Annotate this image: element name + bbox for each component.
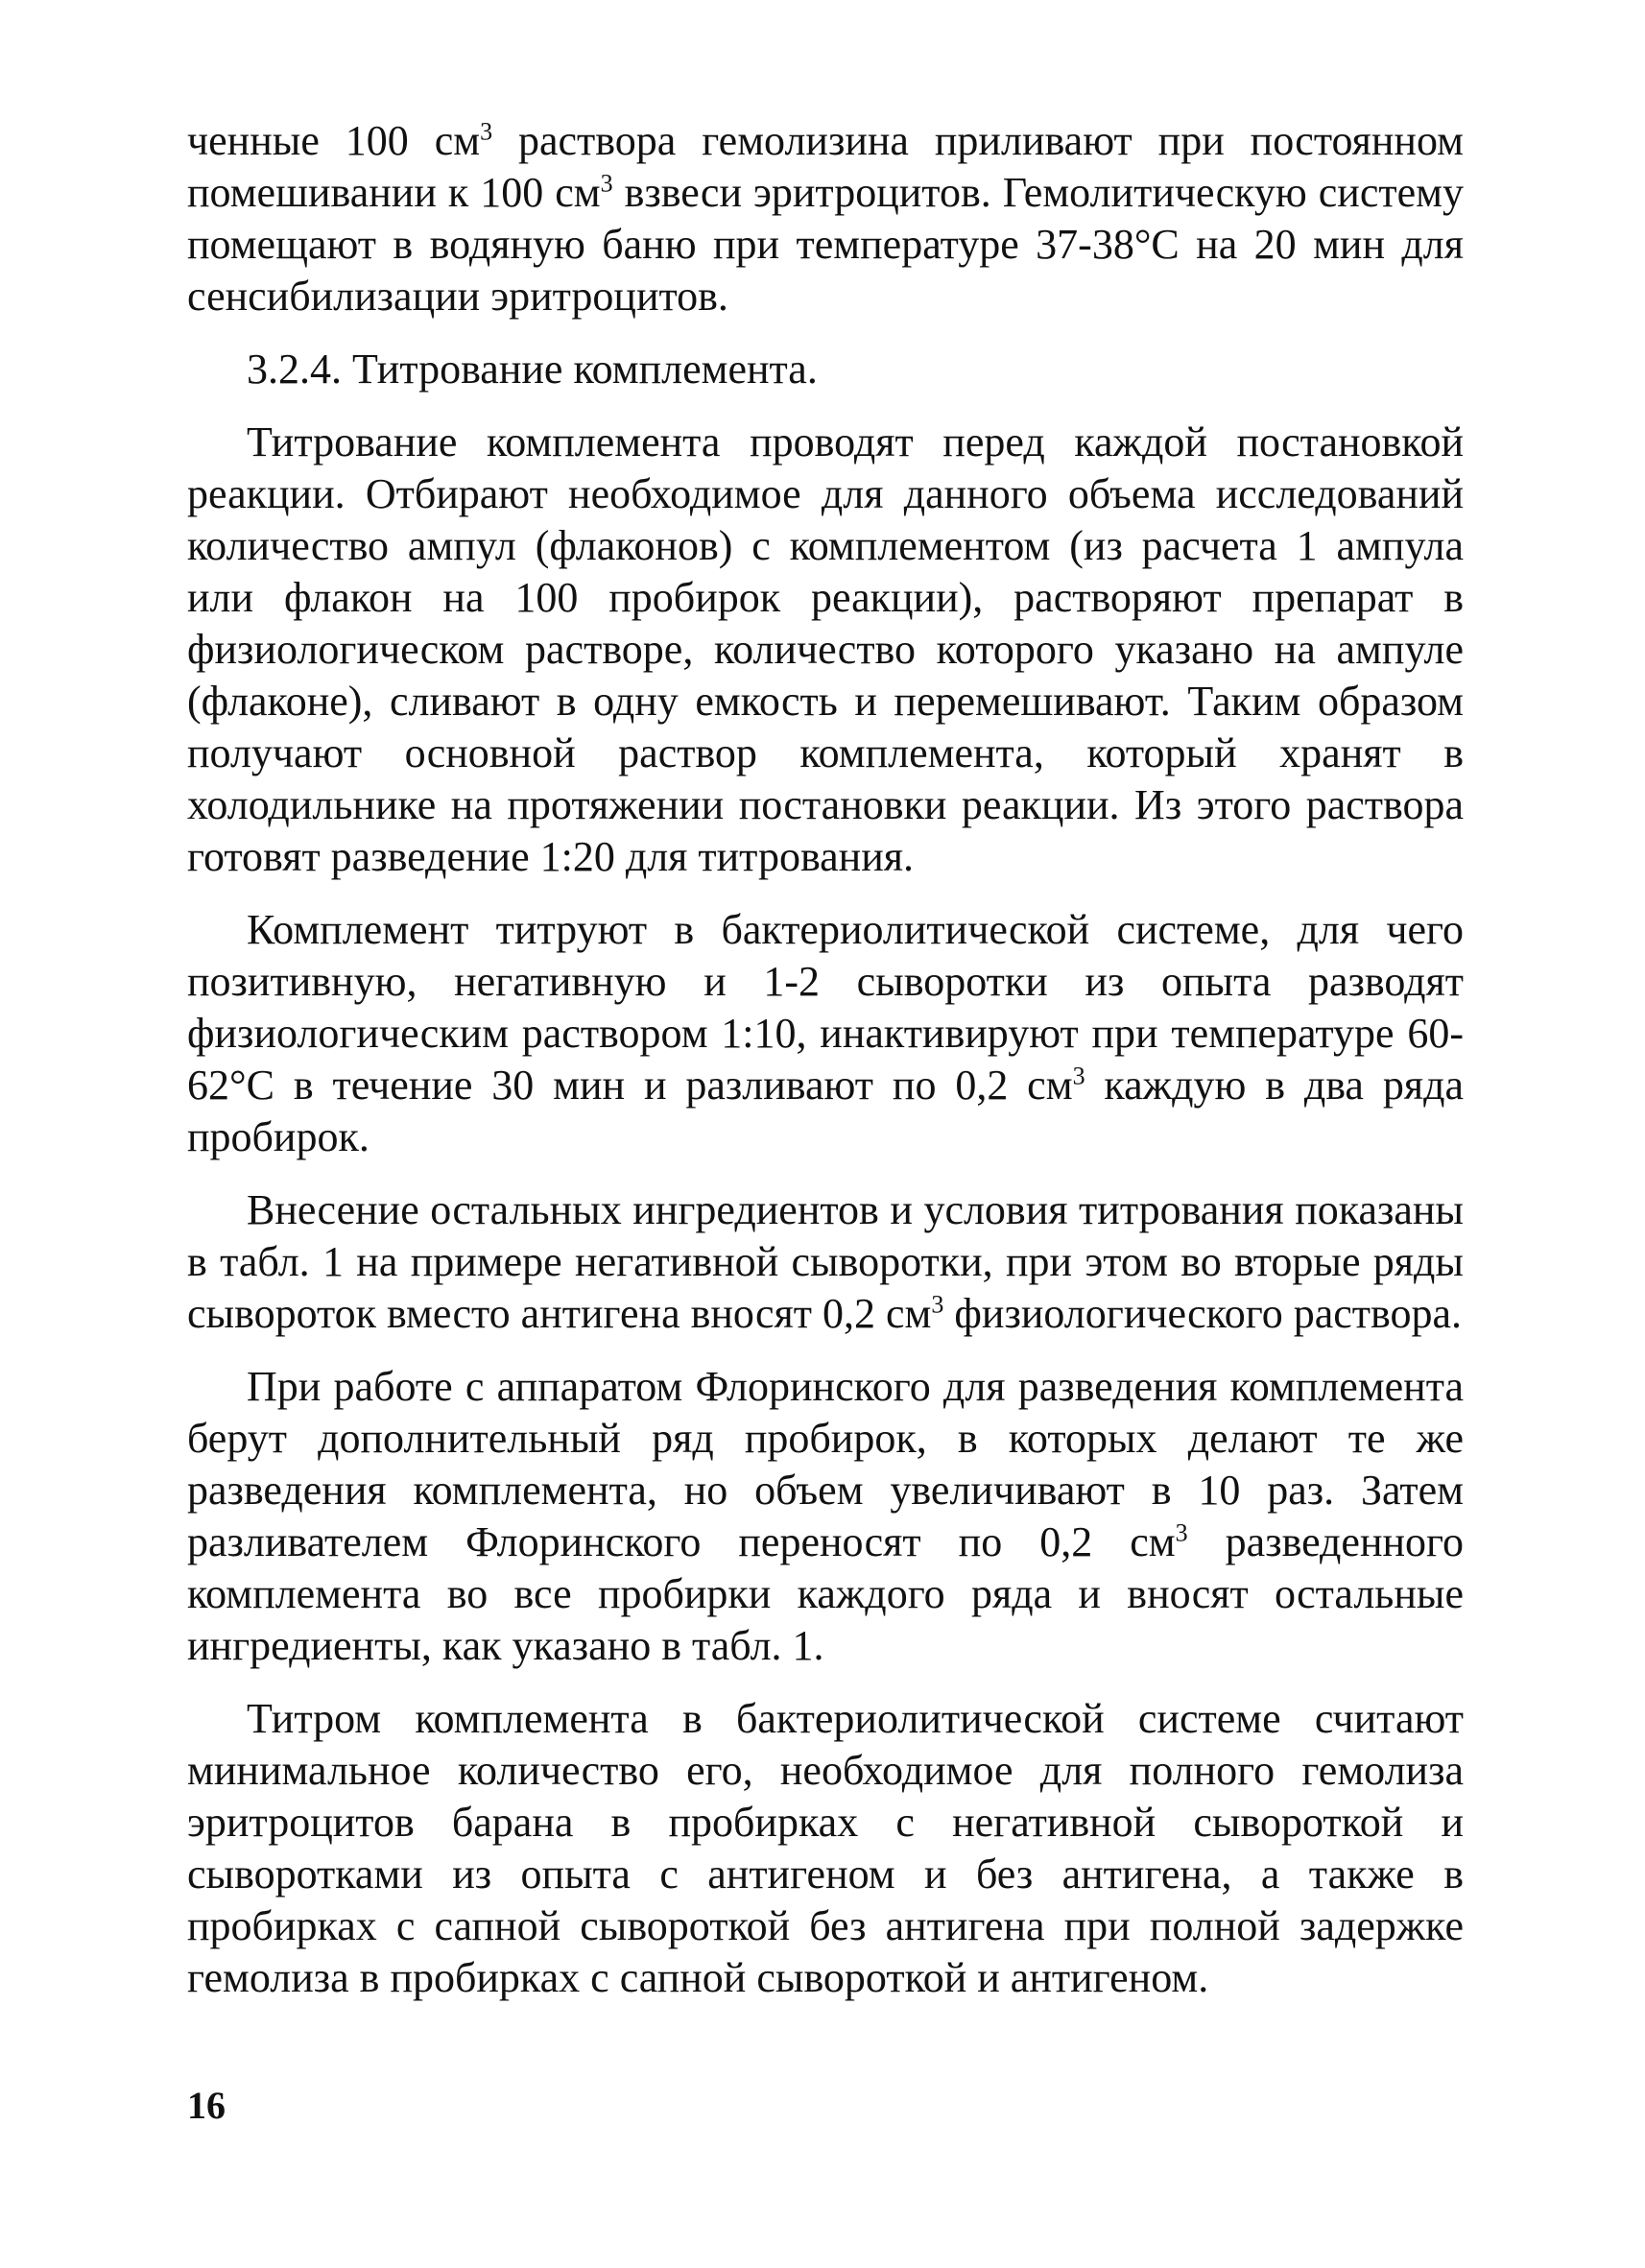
superscript: 3	[480, 117, 493, 146]
paragraph-complement-titer	[187, 1693, 1464, 2004]
section-heading-3-2-4	[187, 344, 1464, 395]
superscript: 3	[600, 169, 613, 198]
text-run: Титрование комплемента проводят перед каждой постановкой реакции. Отбирают необходимое для данного объема исследований количество ампул (флаконов) с комплементом (из расчета 1 ампула или флакон на 100 пробирок реакции), растворяют препарат в физиологическом растворе, количество которого указано на ампуле (флаконе), сливают в одну емкость и перемешивают. Таким образом получают основной раствор комплемента, который хранят в холодильнике на протяжении постановки реакции. Из этого раствора готовят разведение 1:20 для титрования.	[187, 418, 1464, 880]
text-run: Внесение остальных ингредиентов и условия титрования показаны в табл. 1 на примере негативной сыворотки, при этом во вторые ряды сывороток вместо антигена вносят 0,2 см	[187, 1186, 1464, 1337]
text-run: Титром комплемента в бактериолитической системе считают минимальное количество его, необходимое для полного гемолиза эритроцитов барана в пробирках с негативной сывороткой и сыворотками из опыта с антигеном и без антигена, а также в пробирках с сапной сывороткой без антигена при полной задержке гемолиза в пробирках с сапной сывороткой и антигеном.	[187, 1695, 1464, 2001]
paragraph-ingredients	[187, 1184, 1464, 1340]
superscript: 3	[1175, 1518, 1188, 1547]
text-run: ченные 100 см	[187, 117, 481, 164]
text-run: каждую в два ряда пробирок.	[187, 1062, 1464, 1160]
text-run: физиологического раствора.	[943, 1290, 1463, 1337]
text-run: взвеси эритроцитов. Гемолитическую систему помещают в водяную баню при температуре 37-38°С на 20 мин для сенсибилизации эритроцитов.	[187, 169, 1464, 320]
text-run: Комплемент титруют в бактериолитической системе, для чего позитивную, негативную и 1-2 сыворотки из опыта разводят физиологическим раствором 1:10, инактивируют при температуре 60-62°С в течение 30 мин и разливают по 0,2 см	[187, 906, 1464, 1109]
page-number: 16	[187, 2084, 226, 2127]
text-run: раствора гемолизина приливают при постоянном помешивании к 100 см	[187, 117, 1464, 216]
paragraph-continuation	[187, 115, 1464, 322]
text-run: 3.2.4. Титрование комплемента.	[247, 346, 818, 393]
paragraph-florinsky-apparatus	[187, 1361, 1464, 1672]
paragraph-bacteriolytic-system	[187, 904, 1464, 1163]
document-page	[187, 115, 1464, 2025]
text-run: разведенного комплемента во все пробирки каждого ряда и вносят остальные ингредиенты, как указано в табл. 1.	[187, 1518, 1465, 1669]
text-run: При работе с аппаратом Флоринского для разведения комплемента берут дополнительный ряд пробирок, в которых делают те же разведения комплемента, но объем увеличивают в 10 раз. Затем разливателем Флоринского переносят по 0,2 см	[187, 1363, 1464, 1565]
superscript: 3	[931, 1290, 944, 1319]
paragraph-complement-titration	[187, 417, 1464, 883]
superscript: 3	[1072, 1062, 1085, 1090]
